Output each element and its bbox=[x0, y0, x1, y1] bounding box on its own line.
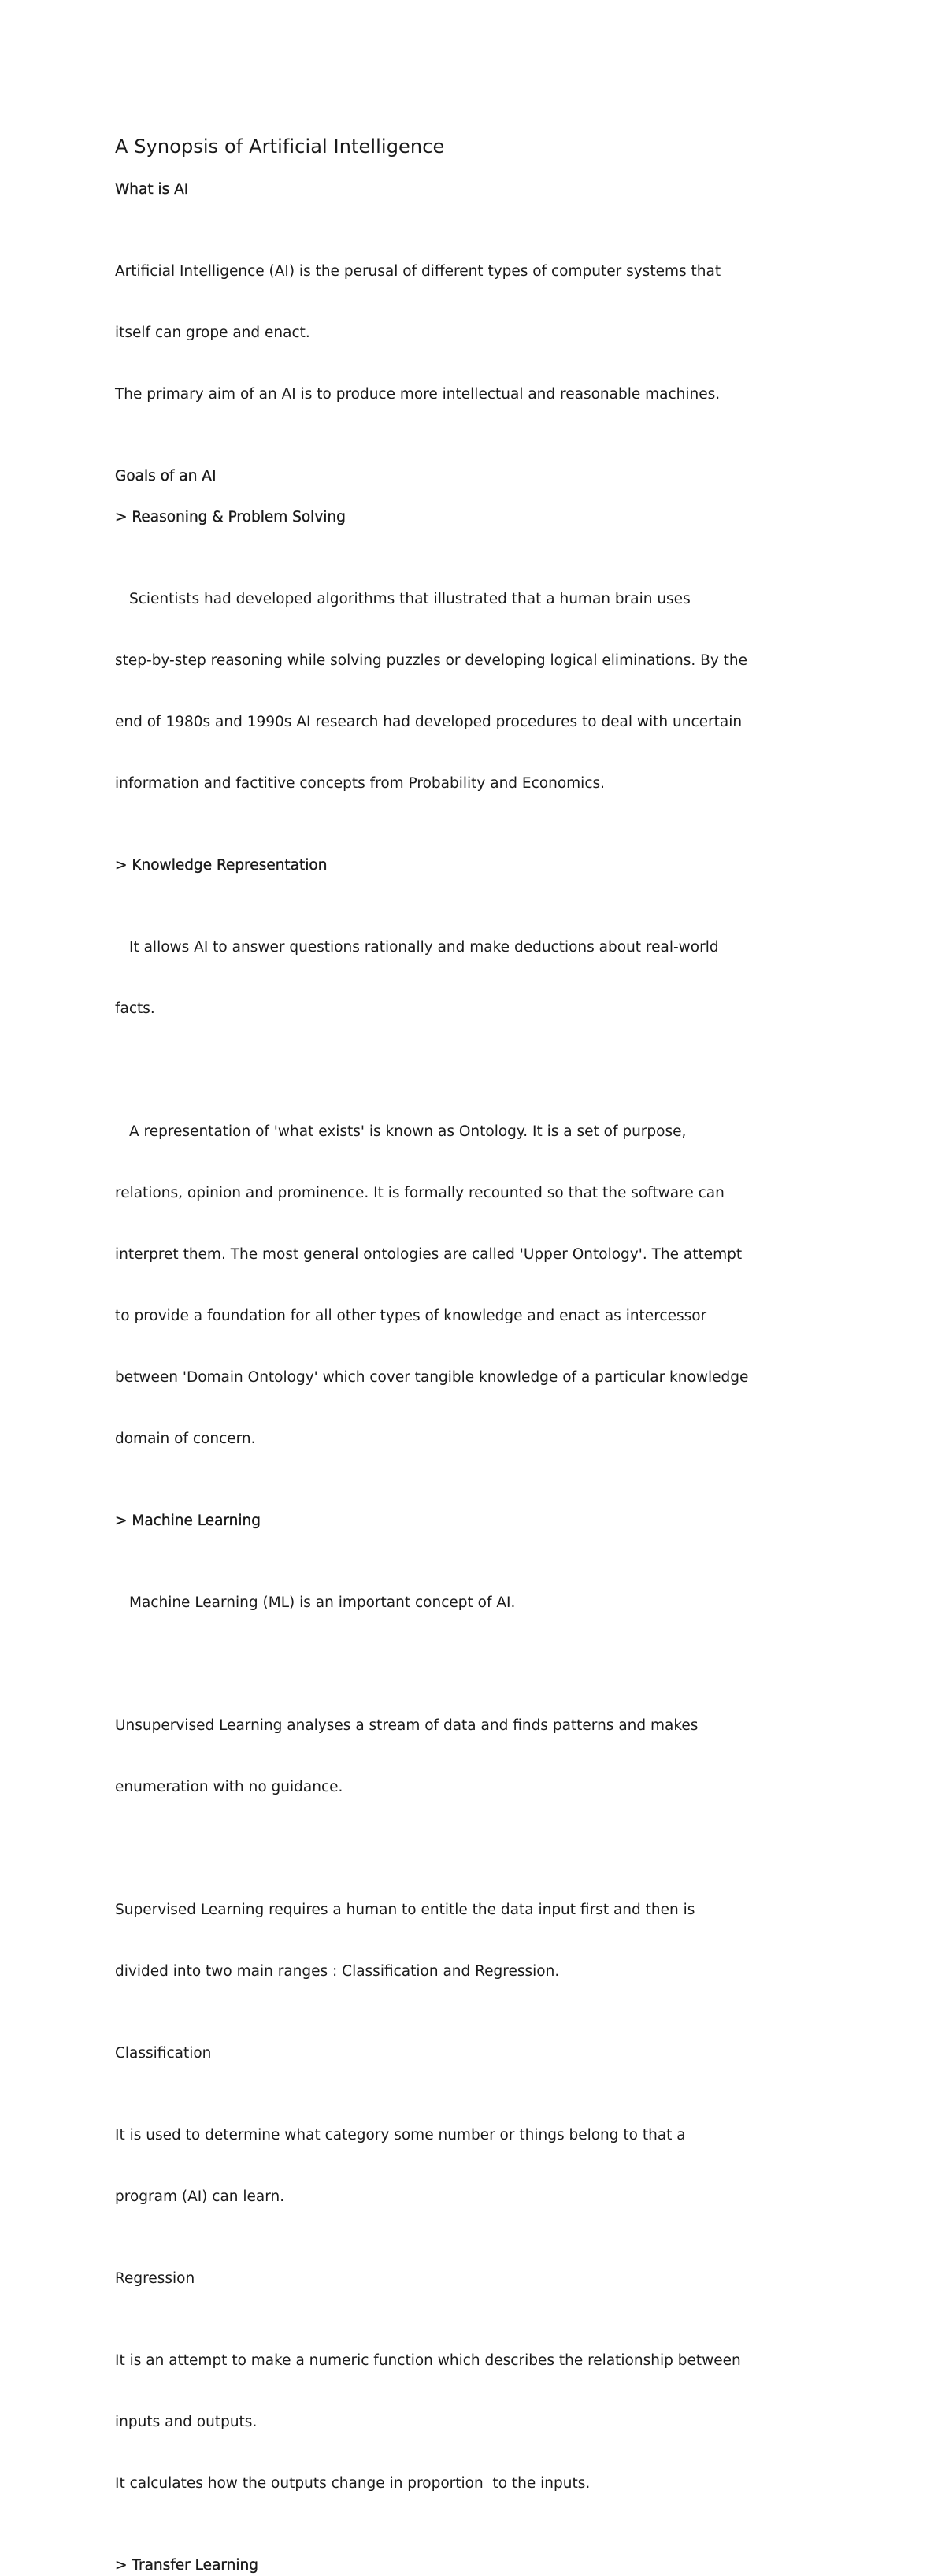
text-line: Machine Learning (ML) is an important concept of AI. bbox=[129, 1594, 516, 1611]
text-line: It is used to determine what category some number or things belong to that a bbox=[115, 2127, 686, 2144]
text-line: to provide a foundation for all other types of knowledge and enact as intercessor bbox=[115, 1308, 707, 1324]
section-heading-goals: Goals of an AI bbox=[115, 468, 217, 484]
text-line: facts. bbox=[115, 1000, 155, 1017]
subsection-heading-knowledge: > Knowledge Representation bbox=[115, 857, 328, 874]
text-line: step-by-step reasoning while solving puzzles or developing logical eliminations. By the bbox=[115, 652, 748, 669]
subsection-heading-reasoning: > Reasoning & Problem Solving bbox=[115, 509, 346, 525]
text-line: enumeration with no guidance. bbox=[115, 1779, 343, 1795]
text-line: end of 1980s and 1990s AI research had developed procedures to deal with uncertain bbox=[115, 714, 743, 730]
text-line: between 'Domain Ontology' which cover tangible knowledge of a particular knowledge bbox=[115, 1369, 749, 1386]
regression-heading: Regression bbox=[115, 2270, 195, 2287]
classification-heading: Classification bbox=[115, 2045, 212, 2062]
section-heading-what-is-ai: What is AI bbox=[115, 181, 189, 198]
text-line: The primary aim of an AI is to produce more intellectual and reasonable machines. bbox=[115, 386, 721, 403]
text-line: information and factitive concepts from Probability and Economics. bbox=[115, 775, 606, 792]
what-is-ai-paragraph bbox=[115, 221, 847, 446]
document-title: A Synopsis of Artificial Intelligence bbox=[115, 135, 445, 158]
text-line: interpret them. The most general ontologies are called 'Upper Ontology'. The attempt bbox=[115, 1246, 743, 1263]
text-line: A representation of 'what exists' is known as Ontology. It is a set of purpose, bbox=[129, 1123, 687, 1140]
text-line: Supervised Learning requires a human to entitle the data input first and then is bbox=[115, 1902, 695, 1918]
text-line: divided into two main ranges : Classification and Regression. bbox=[115, 1963, 560, 1980]
text-line: relations, opinion and prominence. It is formally recounted so that the software can bbox=[115, 1185, 724, 1201]
classification-paragraph bbox=[115, 2084, 847, 2248]
text-line: Scientists had developed algorithms that illustrated that a human brain uses bbox=[129, 591, 691, 607]
text-line: Artificial Intelligence (AI) is the perusal of different types of computer systems that bbox=[115, 263, 721, 280]
knowledge-paragraph-1 bbox=[115, 896, 847, 1060]
supervised-paragraph bbox=[115, 1859, 847, 2023]
text-line: itself can grope and enact. bbox=[115, 325, 310, 341]
document-page bbox=[115, 132, 847, 2576]
text-line: It is an attempt to make a numeric function which describes the relationship between bbox=[115, 2352, 741, 2369]
knowledge-paragraph-2 bbox=[115, 1081, 847, 1490]
text-line: domain of concern. bbox=[115, 1431, 256, 1447]
text-line: inputs and outputs. bbox=[115, 2414, 258, 2430]
subsection-heading-machine-learning: > Machine Learning bbox=[115, 1513, 261, 1529]
text-line: It allows AI to answer questions rationally and make deductions about real-world bbox=[129, 939, 719, 956]
text-line: Unsupervised Learning analyses a stream of data and finds patterns and makes bbox=[115, 1717, 699, 1734]
subsection-heading-transfer-learning: > Transfer Learning bbox=[115, 2557, 258, 2574]
unsupervised-paragraph bbox=[115, 1675, 847, 1839]
reasoning-paragraph bbox=[115, 548, 847, 835]
machine-learning-intro bbox=[115, 1552, 847, 1654]
text-line: It calculates how the outputs change in proportion to the inputs. bbox=[115, 2475, 591, 2492]
text-line: program (AI) can learn. bbox=[115, 2188, 285, 2205]
regression-paragraph bbox=[115, 2310, 847, 2535]
